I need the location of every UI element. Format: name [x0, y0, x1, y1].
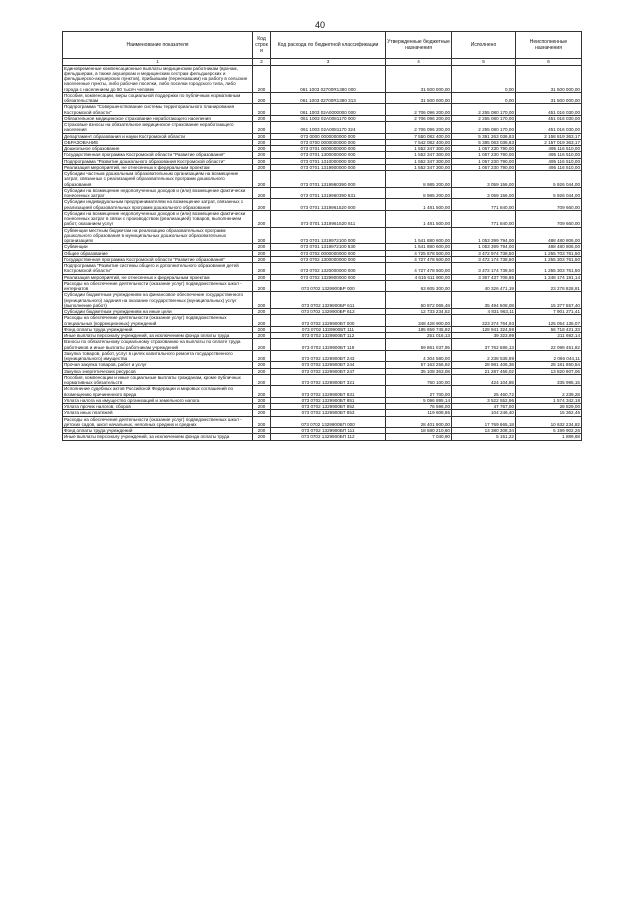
line-code-cell: 200 [253, 428, 271, 434]
line-code-cell: 200 [253, 434, 271, 440]
executed-amount-cell: 17 769 665,18 [452, 416, 516, 428]
line-code-cell: 200 [253, 263, 271, 275]
approved-amount-cell: 63 605 300,00 [386, 280, 452, 292]
budget-code-cell: 073 0701 1319900000 000 [271, 164, 386, 170]
indicator-name-cell: Уплата прочих налогов, сборов [63, 404, 253, 410]
executed-amount-cell: 1 053 399 794,00 [452, 227, 516, 244]
line-code-cell: 200 [253, 397, 271, 403]
indicator-name-cell: Дошкольное образование [63, 146, 253, 152]
table-row [63, 115, 582, 121]
budget-code-cell: 073 0702 1329900БТ 244 [271, 362, 386, 368]
unexecuted-amount-cell: 709 660,00 [516, 199, 582, 211]
approved-amount-cell: 18 580 210,60 [386, 428, 452, 434]
unexecuted-amount-cell: 495 116 510,00 [516, 152, 582, 158]
table-row [63, 280, 582, 292]
budget-code-cell: 073 0702 1329900БТ 119 [271, 339, 386, 351]
line-code-cell: 200 [253, 274, 271, 280]
budget-code-cell: 073 0702 1329900БТ 247 [271, 368, 386, 374]
indicator-name-cell: Государственная программа Костромской области "Развитие образования" [63, 152, 253, 158]
unexecuted-amount-cell: 2 157 019 363,17 [516, 139, 582, 145]
column-number: 4 [386, 59, 452, 66]
executed-amount-cell: 5 385 063 036,83 [452, 139, 516, 145]
unexecuted-amount-cell: 28 181 850,54 [516, 362, 582, 368]
table-row [63, 164, 582, 170]
indicator-name-cell: Исполнение судебных актов Российской Федерации и мировых соглашений по возмещению причиненного вреда [63, 386, 253, 398]
unexecuted-amount-cell: 15 377 557,40 [516, 292, 582, 309]
executed-amount-cell: 128 941 324,59 [452, 326, 516, 332]
budget-execution-table [62, 31, 582, 441]
budget-code-cell: 073 0701 1319972100 000 [271, 227, 386, 244]
unexecuted-amount-cell: 451 016 030,00 [516, 115, 582, 121]
table-row [63, 315, 582, 327]
approved-amount-cell: 7 542 082 400,00 [386, 139, 452, 145]
budget-code-cell: 073 0702 0000000000 000 [271, 250, 386, 256]
line-code-cell: 200 [253, 146, 271, 152]
line-code-cell: 200 [253, 65, 271, 92]
indicator-name-cell: Субсидии индивидуальным предпринимателям на возмещение затрат, связанных с реализацией образовательных программ дошкольного образования [63, 199, 253, 211]
indicator-name-cell: Единовременные компенсационные выплаты медицинским работникам (врачам, фельдшерам, а также акушеркам и медицинским сестрам фельдшерских и фельдшерско-акушерских пунктов), прибывшим (переехавшим) на работу в сельские населенные пункты, либо рабочие поселки, либо поселки городского типа, либо города с населением до 50 тысяч человек [63, 65, 253, 92]
indicator-name-cell: Фонд оплаты труда учреждений [63, 326, 253, 332]
line-code-cell: 200 [253, 250, 271, 256]
approved-amount-cell: 1 481 500,00 [386, 210, 452, 227]
executed-amount-cell: 3 472 174 738,50 [452, 263, 516, 275]
table-row [63, 210, 582, 227]
indicator-name-cell: Субсидии бюджетным учреждениям на финансовое обеспечение государственного (муниципального) задания на оказание государственных (муниципальных) услуг (выполнение работ) [63, 292, 253, 309]
executed-amount-cell: 3 367 437 708,86 [452, 274, 516, 280]
executed-amount-cell: 2 238 535,89 [452, 350, 516, 362]
unexecuted-amount-cell: 5 926 044,00 [516, 187, 582, 199]
indicator-name-cell: Уплата налога на имущество организаций и земельного налога [63, 397, 253, 403]
unexecuted-amount-cell: 5 926 044,00 [516, 171, 582, 188]
table-row [63, 122, 582, 134]
approved-amount-cell: 4 727 478 500,00 [386, 256, 452, 262]
approved-amount-cell: 31 500 000,00 [386, 65, 452, 92]
budget-code-cell: 073 0702 1329900БР 611 [271, 292, 386, 309]
line-code-cell: 200 [253, 104, 271, 116]
indicator-name-cell: Обязательное медицинское страхование неработающего населения [63, 115, 253, 121]
budget-code-cell: 073 0701 0000000000 000 [271, 146, 386, 152]
executed-amount-cell: 25 460,72 [452, 386, 516, 398]
indicator-name-cell: Реализация мероприятий, не отнесенных к федеральным проектам [63, 164, 253, 170]
indicator-name-cell: Закупка товаров, работ, услуг в целях капитального ремонта государственного (муниципального) имущества [63, 350, 253, 362]
column-number: 3 [271, 59, 386, 66]
indicator-name-cell: Субсидии на возмещение недополученных доходов и (или) возмещение фактически понесенных затрат [63, 187, 253, 199]
indicator-name-cell: Иные выплаты персоналу учреждений, за исключением фонда оплаты труда [63, 333, 253, 339]
budget-code-cell: 073 0702 1329900БР 612 [271, 309, 386, 315]
approved-amount-cell: 1 552 347 300,00 [386, 158, 452, 164]
executed-amount-cell: 1 057 230 790,00 [452, 152, 516, 158]
budget-code-cell: 073 0000 0000000000 000 [271, 133, 386, 139]
unexecuted-amount-cell: 488 480 806,00 [516, 227, 582, 244]
approved-amount-cell: 57 163 256,92 [386, 362, 452, 368]
page-number: 40 [314, 20, 325, 30]
header-row [63, 32, 582, 59]
unexecuted-amount-cell: 125 054 135,07 [516, 315, 582, 327]
approved-amount-cell: 251 016,13 [386, 333, 452, 339]
approved-amount-cell: 1 552 347 300,00 [386, 164, 452, 170]
unexecuted-amount-cell: 31 500 000,00 [516, 65, 582, 92]
executed-amount-cell: 21 287 456,02 [452, 368, 516, 374]
unexecuted-amount-cell: 451 016 030,00 [516, 104, 582, 116]
approved-amount-cell: 28 401 900,00 [386, 416, 452, 428]
unexecuted-amount-cell: 23 278 828,81 [516, 280, 582, 292]
table-row [63, 274, 582, 280]
indicator-name-cell: Подпрограмма "Совершенствование системы территориального планирования Костромской области" [63, 104, 253, 116]
executed-amount-cell: 2 255 080 170,00 [452, 122, 516, 134]
budget-code-cell: 061 1003 02А0081170 324 [271, 122, 386, 134]
budget-code-cell: 073 0701 1300000000 000 [271, 152, 386, 158]
budget-code-cell: 073 0701 1310000000 000 [271, 158, 386, 164]
table-row [63, 104, 582, 116]
table-row [63, 133, 582, 139]
approved-amount-cell: 1 552 347 300,00 [386, 152, 452, 158]
column-number: 2 [253, 59, 271, 66]
indicator-name-cell: Государственная программа Костромской области "Развитие образования" [63, 256, 253, 262]
executed-amount-cell: 4 831 963,11 [452, 309, 516, 315]
table-row [63, 386, 582, 398]
line-code-cell: 200 [253, 350, 271, 362]
executed-amount-cell: 3 472 174 738,50 [452, 256, 516, 262]
budget-code-cell: 073 0701 1319961520 811 [271, 210, 386, 227]
indicator-name-cell: Субсидии на возмещение недополученных доходов и (или) возмещение фактически понесенных затрат в связи с производством (реализацией) товаров, выполнением работ, оказанием услуг [63, 210, 253, 227]
approved-amount-cell: 7 040,90 [386, 434, 452, 440]
table-row [63, 434, 582, 440]
executed-amount-cell: 771 840,00 [452, 210, 516, 227]
table-row [63, 171, 582, 188]
approved-amount-cell: 8 985 200,00 [386, 171, 452, 188]
budget-code-cell: 073 0701 1319960390 000 [271, 171, 386, 188]
executed-amount-cell: 0,00 [452, 65, 516, 92]
indicator-name-cell: Расходы на обеспечение деятельности (оказание услуг) подведомственных школ - детских садов, школ начальных, неполных средних и средних [63, 416, 253, 428]
executed-amount-cell: 28 981 406,38 [452, 362, 516, 368]
line-code-cell: 200 [253, 256, 271, 262]
approved-amount-cell: 2 706 096 200,00 [386, 122, 452, 134]
budget-code-cell: 073 0702 1329900БТ 321 [271, 374, 386, 386]
unexecuted-amount-cell: 31 500 000,00 [516, 92, 582, 104]
budget-code-cell: 061 1003 02700R1380 000 [271, 65, 386, 92]
indicator-name-cell: Подпрограмма "Развитие дошкольного образования Костромской области" [63, 158, 253, 164]
table-row [63, 92, 582, 104]
line-code-cell: 200 [253, 92, 271, 104]
table-row [63, 187, 582, 199]
indicator-name-cell: Взносы по обязательному социальному страхованию на выплаты по оплате труда работников и иные выплаты работникам учреждений [63, 339, 253, 351]
budget-code-cell: 073 0702 1329900БТ 112 [271, 333, 386, 339]
line-code-cell: 200 [253, 315, 271, 327]
unexecuted-amount-cell: 7 901 271,41 [516, 309, 582, 315]
approved-amount-cell: 50 872 065,48 [386, 292, 452, 309]
header-name: Наименование показателя [63, 32, 253, 59]
column-number: 5 [452, 59, 516, 66]
indicator-name-cell: Пособия, компенсации и иные социальные выплаты гражданам, кроме публичных нормативных обязательств [63, 374, 253, 386]
unexecuted-amount-cell: 2 066 044,11 [516, 350, 582, 362]
line-code-cell: 200 [253, 139, 271, 145]
line-code-cell: 200 [253, 115, 271, 121]
budget-code-cell: 073 0702 1300000000 000 [271, 256, 386, 262]
unexecuted-amount-cell: 56 718 421,33 [516, 326, 582, 332]
approved-amount-cell: 4 304 580,00 [386, 350, 452, 362]
executed-amount-cell: 40 326 471,19 [452, 280, 516, 292]
header-executed: Исполнено [452, 32, 516, 59]
budget-code-cell: 073 0702 1329900БТ 853 [271, 410, 386, 416]
indicator-name-cell: Закупка энергетических ресурсов [63, 368, 253, 374]
header-unexecuted: Неисполненные назначения [516, 32, 582, 59]
line-code-cell: 200 [253, 280, 271, 292]
budget-code-cell: 073 0702 1329900БП 112 [271, 434, 386, 440]
table-row [63, 152, 582, 158]
executed-amount-cell: 1 057 230 790,00 [452, 146, 516, 152]
line-code-cell: 200 [253, 333, 271, 339]
indicator-name-cell: Страховые взносы на обязательное медицинское страхование неработающего населения [63, 122, 253, 134]
executed-amount-cell: 3 059 156,00 [452, 187, 516, 199]
approved-amount-cell: 1 541 880 600,00 [386, 227, 452, 244]
budget-code-cell: 073 0702 1329900БР 000 [271, 280, 386, 292]
table-row [63, 65, 582, 92]
approved-amount-cell: 35 108 363,08 [386, 368, 452, 374]
table-row [63, 350, 582, 362]
approved-amount-cell: 4 725 678 500,00 [386, 250, 452, 256]
line-code-cell: 200 [253, 133, 271, 139]
budget-code-cell: 073 0702 1329900000 000 [271, 274, 386, 280]
budget-code-cell: 073 0701 1319961520 000 [271, 199, 386, 211]
header-code: Код расхода по бюджетной классификации [271, 32, 386, 59]
budget-code-cell: 073 0702 1329900БТ 243 [271, 350, 386, 362]
approved-amount-cell: 5 096 895,14 [386, 397, 452, 403]
header-line: Код строки [253, 32, 271, 59]
line-code-cell: 200 [253, 404, 271, 410]
unexecuted-amount-cell: 1 574 342,18 [516, 397, 582, 403]
budget-code-cell: 073 0701 1319960390 631 [271, 187, 386, 199]
approved-amount-cell: 59 861 037,95 [386, 339, 452, 351]
table-row [63, 263, 582, 275]
indicator-name-cell: Расходы на обеспечение деятельности (оказание услуг) подведомственных специальных (коррекционных) учреждений [63, 315, 253, 327]
unexecuted-amount-cell: 15 362,46 [516, 410, 582, 416]
executed-amount-cell: 3 059 156,00 [452, 171, 516, 188]
unexecuted-amount-cell: 495 116 510,00 [516, 146, 582, 152]
executed-amount-cell: 223 374 764,93 [452, 315, 516, 327]
executed-amount-cell: 3 522 552,96 [452, 397, 516, 403]
indicator-name-cell: Фонд оплаты труда учреждений [63, 428, 253, 434]
executed-amount-cell: 771 840,00 [452, 199, 516, 211]
unexecuted-amount-cell: 1 255 303 761,50 [516, 256, 582, 262]
executed-amount-cell: 2 255 080 170,00 [452, 104, 516, 116]
table-row [63, 256, 582, 262]
unexecuted-amount-cell: 709 660,00 [516, 210, 582, 227]
table-row [63, 292, 582, 309]
table-row [63, 416, 582, 428]
approved-amount-cell: 185 659 745,92 [386, 326, 452, 332]
table-row [63, 339, 582, 351]
indicator-name-cell: Прочая закупка товаров, работ и услуг [63, 362, 253, 368]
approved-amount-cell: 27 700,00 [386, 386, 452, 398]
unexecuted-amount-cell: 2 158 819 363,17 [516, 133, 582, 139]
budget-code-cell: 073 0702 1329900БТ 851 [271, 397, 386, 403]
approved-amount-cell: 8 985 200,00 [386, 187, 452, 199]
line-code-cell: 200 [253, 374, 271, 386]
unexecuted-amount-cell: 1 248 174 191,14 [516, 274, 582, 280]
approved-amount-cell: 760 100,00 [386, 374, 452, 386]
line-code-cell: 200 [253, 339, 271, 351]
indicator-name-cell: Общее образование [63, 250, 253, 256]
unexecuted-amount-cell: 451 016 030,00 [516, 122, 582, 134]
line-code-cell: 200 [253, 171, 271, 188]
budget-code-cell: 073 0702 1329900БТ 831 [271, 386, 386, 398]
table-row [63, 397, 582, 403]
table-row [63, 309, 582, 315]
indicator-name-cell: Субсидии бюджетным учреждениям на иные цели [63, 309, 253, 315]
executed-amount-cell: 5 391 263 036,83 [452, 133, 516, 139]
approved-amount-cell: 2 706 096 200,00 [386, 104, 452, 116]
line-code-cell: 200 [253, 244, 271, 250]
line-code-cell: 200 [253, 187, 271, 199]
unexecuted-amount-cell: 488 480 806,00 [516, 244, 582, 250]
unexecuted-amount-cell: 495 116 510,00 [516, 158, 582, 164]
approved-amount-cell: 4 727 478 500,00 [386, 263, 452, 275]
approved-amount-cell: 2 706 096 200,00 [386, 115, 452, 121]
line-code-cell: 200 [253, 152, 271, 158]
executed-amount-cell: 0,00 [452, 92, 516, 104]
executed-amount-cell: 13 380 308,34 [452, 428, 516, 434]
line-code-cell: 200 [253, 309, 271, 315]
budget-code-cell: 073 0702 1329900БТ 000 [271, 315, 386, 327]
approved-amount-cell: 1 481 500,00 [386, 199, 452, 211]
indicator-name-cell: Реализация мероприятий, не отнесенных к федеральным проектам [63, 274, 253, 280]
table-row [63, 199, 582, 211]
budget-code-cell: 073 0702 1320000000 000 [271, 263, 386, 275]
approved-amount-cell: 76 596,00 [386, 404, 452, 410]
indicator-name-cell: Пособия, компенсации, меры социальной поддержки по публичным нормативным обязательствам [63, 92, 253, 104]
indicator-name-cell: Расходы на обеспечение деятельности (оказание услуг) подведомственных школ - интернатов [63, 280, 253, 292]
line-code-cell: 200 [253, 386, 271, 398]
indicator-name-cell: Субвенции [63, 244, 253, 250]
unexecuted-amount-cell: 1 255 303 761,50 [516, 263, 582, 275]
table-body [63, 65, 582, 440]
approved-amount-cell: 1 541 880 600,00 [386, 244, 452, 250]
line-code-cell: 200 [253, 292, 271, 309]
approved-amount-cell: 31 500 000,00 [386, 92, 452, 104]
unexecuted-amount-cell: 335 995,15 [516, 374, 582, 386]
unexecuted-amount-cell: 28 829,00 [516, 404, 582, 410]
executed-amount-cell: 3 472 974 738,50 [452, 250, 516, 256]
budget-code-cell: 073 0701 1319972100 530 [271, 244, 386, 250]
line-code-cell: 200 [253, 410, 271, 416]
budget-code-cell: 061 1003 02700R1380 313 [271, 92, 386, 104]
indicator-name-cell: ОБРАЗОВАНИЕ [63, 139, 253, 145]
line-code-cell: 200 [253, 164, 271, 170]
executed-amount-cell: 37 762 586,13 [452, 339, 516, 351]
approved-amount-cell: 4 615 611 900,00 [386, 274, 452, 280]
executed-amount-cell: 47 767,00 [452, 404, 516, 410]
executed-amount-cell: 1 057 230 790,00 [452, 164, 516, 170]
table-row [63, 362, 582, 368]
line-code-cell: 200 [253, 210, 271, 227]
header-approved: Утвержденные бюджетные назначения [386, 32, 452, 59]
column-number: 6 [516, 59, 582, 66]
unexecuted-amount-cell: 211 692,14 [516, 333, 582, 339]
approved-amount-cell: 7 550 082 400,00 [386, 133, 452, 139]
unexecuted-amount-cell: 13 820 907,06 [516, 368, 582, 374]
approved-amount-cell: 348 428 900,00 [386, 315, 452, 327]
budget-code-cell: 073 0702 1329900БТ 852 [271, 404, 386, 410]
approved-amount-cell: 1 552 347 300,00 [386, 146, 452, 152]
line-code-cell: 200 [253, 368, 271, 374]
line-code-cell: 200 [253, 122, 271, 134]
executed-amount-cell: 104 246,40 [452, 410, 516, 416]
executed-amount-cell: 35 494 508,08 [452, 292, 516, 309]
indicator-name-cell: Департамент образования и науки Костромской области [63, 133, 253, 139]
indicator-name-cell: Субвенции местным бюджетам на реализацию образовательных программ дошкольного образования в муниципальных дошкольных образовательных организациях [63, 227, 253, 244]
executed-amount-cell: 1 053 399 794,00 [452, 244, 516, 250]
budget-code-cell: 061 1003 02А0081170 000 [271, 115, 386, 121]
column-number: 1 [63, 59, 253, 66]
budget-code-cell: 073 0700 0000000000 000 [271, 139, 386, 145]
budget-code-cell: 061 1003 02А0000000 000 [271, 104, 386, 116]
table-row [63, 158, 582, 164]
budget-code-cell: 073 0702 1329900БП 111 [271, 428, 386, 434]
unexecuted-amount-cell: 22 098 451,82 [516, 339, 582, 351]
approved-amount-cell: 119 608,86 [386, 410, 452, 416]
executed-amount-cell: 2 255 080 170,00 [452, 115, 516, 121]
unexecuted-amount-cell: 5 199 902,26 [516, 428, 582, 434]
unexecuted-amount-cell: 495 116 510,00 [516, 164, 582, 170]
budget-code-cell: 073 0702 1329900БП 000 [271, 416, 386, 428]
approved-amount-cell: 12 733 234,52 [386, 309, 452, 315]
unexecuted-amount-cell: 2 239,28 [516, 386, 582, 398]
executed-amount-cell: 424 104,85 [452, 374, 516, 386]
budget-code-cell: 073 0702 1329900БТ 111 [271, 326, 386, 332]
line-code-cell: 200 [253, 199, 271, 211]
unexecuted-amount-cell: 1 255 703 761,50 [516, 250, 582, 256]
executed-amount-cell: 39 323,99 [452, 333, 516, 339]
unexecuted-amount-cell: 1 889,68 [516, 434, 582, 440]
line-code-cell: 200 [253, 158, 271, 164]
table-row [63, 227, 582, 244]
indicator-name-cell: Подпрограмма "Развитие системы общего и дополнительного образования детей Костромской области" [63, 263, 253, 275]
indicator-name-cell: Субсидии частным дошкольным образовательным организациям на возмещение затрат, связанных с реализацией образовательных программ дошкольного образования [63, 171, 253, 188]
table-row [63, 374, 582, 386]
line-code-cell: 200 [253, 326, 271, 332]
executed-amount-cell: 5 151,22 [452, 434, 516, 440]
indicator-name-cell: Иные выплаты персоналу учреждений, за исключением фонда оплаты труда [63, 434, 253, 440]
executed-amount-cell: 1 057 230 790,00 [452, 158, 516, 164]
line-code-cell: 200 [253, 362, 271, 368]
unexecuted-amount-cell: 10 632 234,82 [516, 416, 582, 428]
table-row [63, 333, 582, 339]
line-code-cell: 200 [253, 227, 271, 244]
line-code-cell: 200 [253, 416, 271, 428]
indicator-name-cell: Уплата иных платежей [63, 410, 253, 416]
